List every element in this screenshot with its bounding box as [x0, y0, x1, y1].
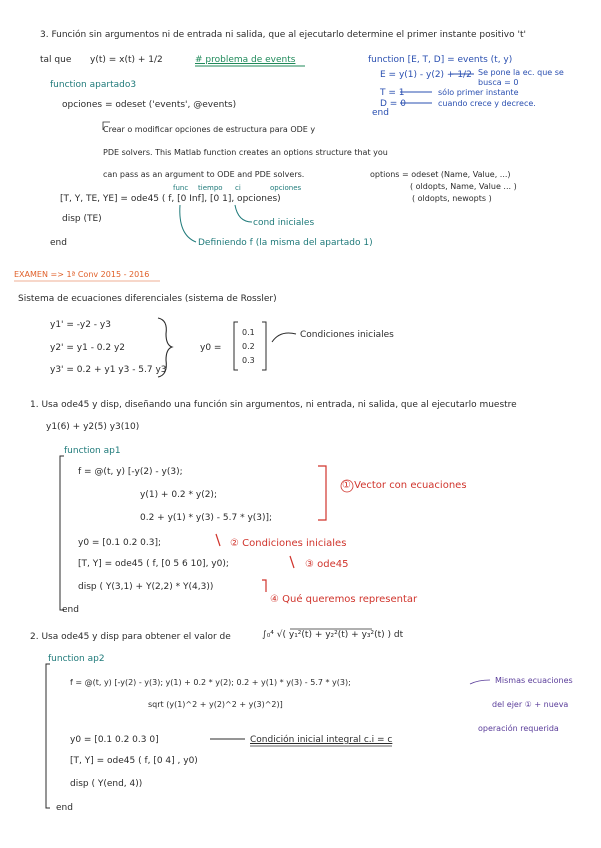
q2-y0: y0 = [0.1 0.2 0.3 0] — [70, 735, 159, 745]
q2-y0-note: Condición inicial integral c.i = c — [250, 735, 393, 745]
events-d: D = 0 — [380, 99, 406, 109]
q1-circle-1 — [341, 480, 353, 492]
q2-fn: function ap2 — [48, 654, 105, 664]
q1-ann-vector: ① Vector con ecuaciones — [342, 480, 467, 491]
q1-ann-cond: ② Condiciones iniciales — [230, 538, 347, 549]
definiendo-f: Definiendo f (la misma del apartado 1) — [198, 238, 373, 248]
events-d-note: cuando crece y decrece. — [438, 99, 536, 108]
system-title: Sistema de ecuaciones diferenciales (sistema de Rossler) — [18, 294, 277, 304]
q2-end: end — [56, 803, 73, 813]
cond-arrow — [272, 333, 296, 342]
rossler-eq1: y1' = -y2 - y3 — [50, 320, 111, 330]
events-end: end — [372, 108, 389, 118]
section3-condition: y(t) = x(t) + 1/2 — [90, 55, 163, 65]
q1-end: end — [62, 605, 79, 615]
cond-iniciales-note: cond iniciales — [253, 218, 315, 228]
q1-f1: f = @(t, y) [-y(2) - y(3); — [78, 467, 183, 477]
rossler-eq3: y3' = 0.2 + y1 y3 - 5.7 y3 — [50, 365, 167, 375]
matrix-left-bracket — [234, 322, 238, 370]
y0-value-3: 0.3 — [242, 356, 255, 365]
q1-ode: [T, Y] = ode45 ( f, [0 5 6 10], y0); — [78, 559, 229, 569]
q2-left-bracket — [46, 664, 50, 808]
events-fn: function [E, T, D] = events (t, y) — [368, 55, 513, 65]
q1-red-bracket-f — [318, 466, 326, 520]
ode-line: [T, Y, TE, YE] = ode45 ( f, [0 Inf], [0 1], opciones) — [60, 194, 281, 204]
q1-f3: 0.2 + y(1) * y(3) - 5.7 * y(3)]; — [140, 513, 273, 523]
events-e-note: Se pone la ec. que se busca = 0 — [478, 68, 564, 87]
q2-f2: sqrt (y(1)^2 + y(2)^2 + y(3)^2)] — [148, 700, 283, 709]
events-title: # problema de events — [195, 55, 296, 65]
section3-tal-que: tal que — [40, 55, 72, 65]
system-brace — [158, 318, 172, 377]
note-line2: PDE solvers. This Matlab function creates an options structure that you — [103, 148, 388, 157]
options-syntax3: ( oldopts, newopts ) — [412, 194, 492, 203]
q2-note2: del ejer ① + nueva — [492, 700, 569, 709]
ci-arrow — [235, 205, 252, 222]
q1-f2: y(1) + 0.2 * y(2); — [140, 490, 217, 500]
q1-red-mark-3 — [290, 556, 294, 568]
y0-label: y0 = — [200, 343, 222, 353]
ode-ann-tiempo: tiempo — [198, 184, 223, 192]
q1-target: y1(6) + y2(5) y3(10) — [46, 422, 140, 432]
matrix-right-bracket — [262, 322, 266, 370]
q2-integral: ∫₀⁴ √( y₁²(t) + y₂²(t) + y₃²(t) ) dt — [262, 630, 404, 640]
ode-ann-opciones: opciones — [270, 184, 302, 192]
q1-red-mark-4 — [262, 580, 266, 592]
note-line1: Crear o modificar opciones de estructura para ODE y — [103, 125, 316, 134]
q1-fn: function ap1 — [64, 446, 121, 456]
q2-note3: operación requerida — [478, 724, 559, 733]
events-t: T = 1 — [380, 88, 405, 98]
fn-apartado3: function apartado3 — [50, 80, 137, 90]
events-t-note: sólo primer instante — [438, 88, 519, 97]
q1-left-bracket — [60, 456, 64, 610]
q1-disp: disp ( Y(3,1) + Y(2,2) * Y(4,3)) — [78, 582, 214, 592]
rossler-eq2: y2' = y1 - 0.2 y2 — [50, 343, 126, 353]
q1-y0: y0 = [0.1 0.2 0.3]; — [78, 538, 162, 548]
note-arrow — [103, 122, 110, 130]
q2-disp: disp ( Y(end, 4)) — [70, 779, 143, 789]
opciones-line: opciones = odeset ('events', @events) — [62, 100, 237, 110]
options-syntax2: ( oldopts, Name, Value ... ) — [410, 182, 517, 191]
options-syntax: options = odeset (Name, Value, ...) — [370, 170, 511, 179]
q2-ode: [T, Y] = ode45 ( f, [0 4] , y0) — [70, 756, 198, 766]
f-arrow — [180, 205, 196, 242]
q1-ann-ode45: ③ ode45 — [305, 559, 349, 570]
exam-title: EXAMEN => 1ª Conv 2015 - 2016 — [14, 270, 150, 279]
disp-te: disp (TE) — [62, 214, 102, 224]
condiciones-iniciales-label: Condiciones iniciales — [300, 330, 394, 340]
q2-note-arrow — [470, 680, 490, 684]
end-apartado3: end — [50, 238, 67, 248]
q2-note1: Mismas ecuaciones — [495, 676, 573, 685]
q2-f1: f = @(t, y) [-y(2) - y(3); y(1) + 0.2 * y(2); 0.2 + y(1) * y(3) - 5.7 * y(3); — [70, 678, 351, 687]
section3-heading: 3. Función sin argumentos ni de entrada ni salida, que al ejecutarlo determine el primer instante positivo 't' — [40, 30, 526, 40]
q1-ann-representar: ④ Qué queremos representar — [270, 594, 418, 605]
y0-value-2: 0.2 — [242, 342, 255, 351]
y0-value-1: 0.1 — [242, 328, 255, 337]
q2-heading: 2. Usa ode45 y disp para obtener el valor de — [30, 632, 231, 642]
q1-heading: 1. Usa ode45 y disp, diseñando una función sin argumentos, ni entrada, ni salida, que al ejecutarlo muestre — [30, 400, 517, 410]
q1-red-mark-2 — [216, 534, 220, 546]
note-line3: can pass as an argument to ODE and PDE solvers. — [103, 170, 305, 179]
ode-ann-func: func — [173, 184, 189, 192]
events-e: E = y(1) - y(2) + 1/2 — [380, 70, 472, 80]
ode-ann-ci: ci — [235, 184, 241, 192]
